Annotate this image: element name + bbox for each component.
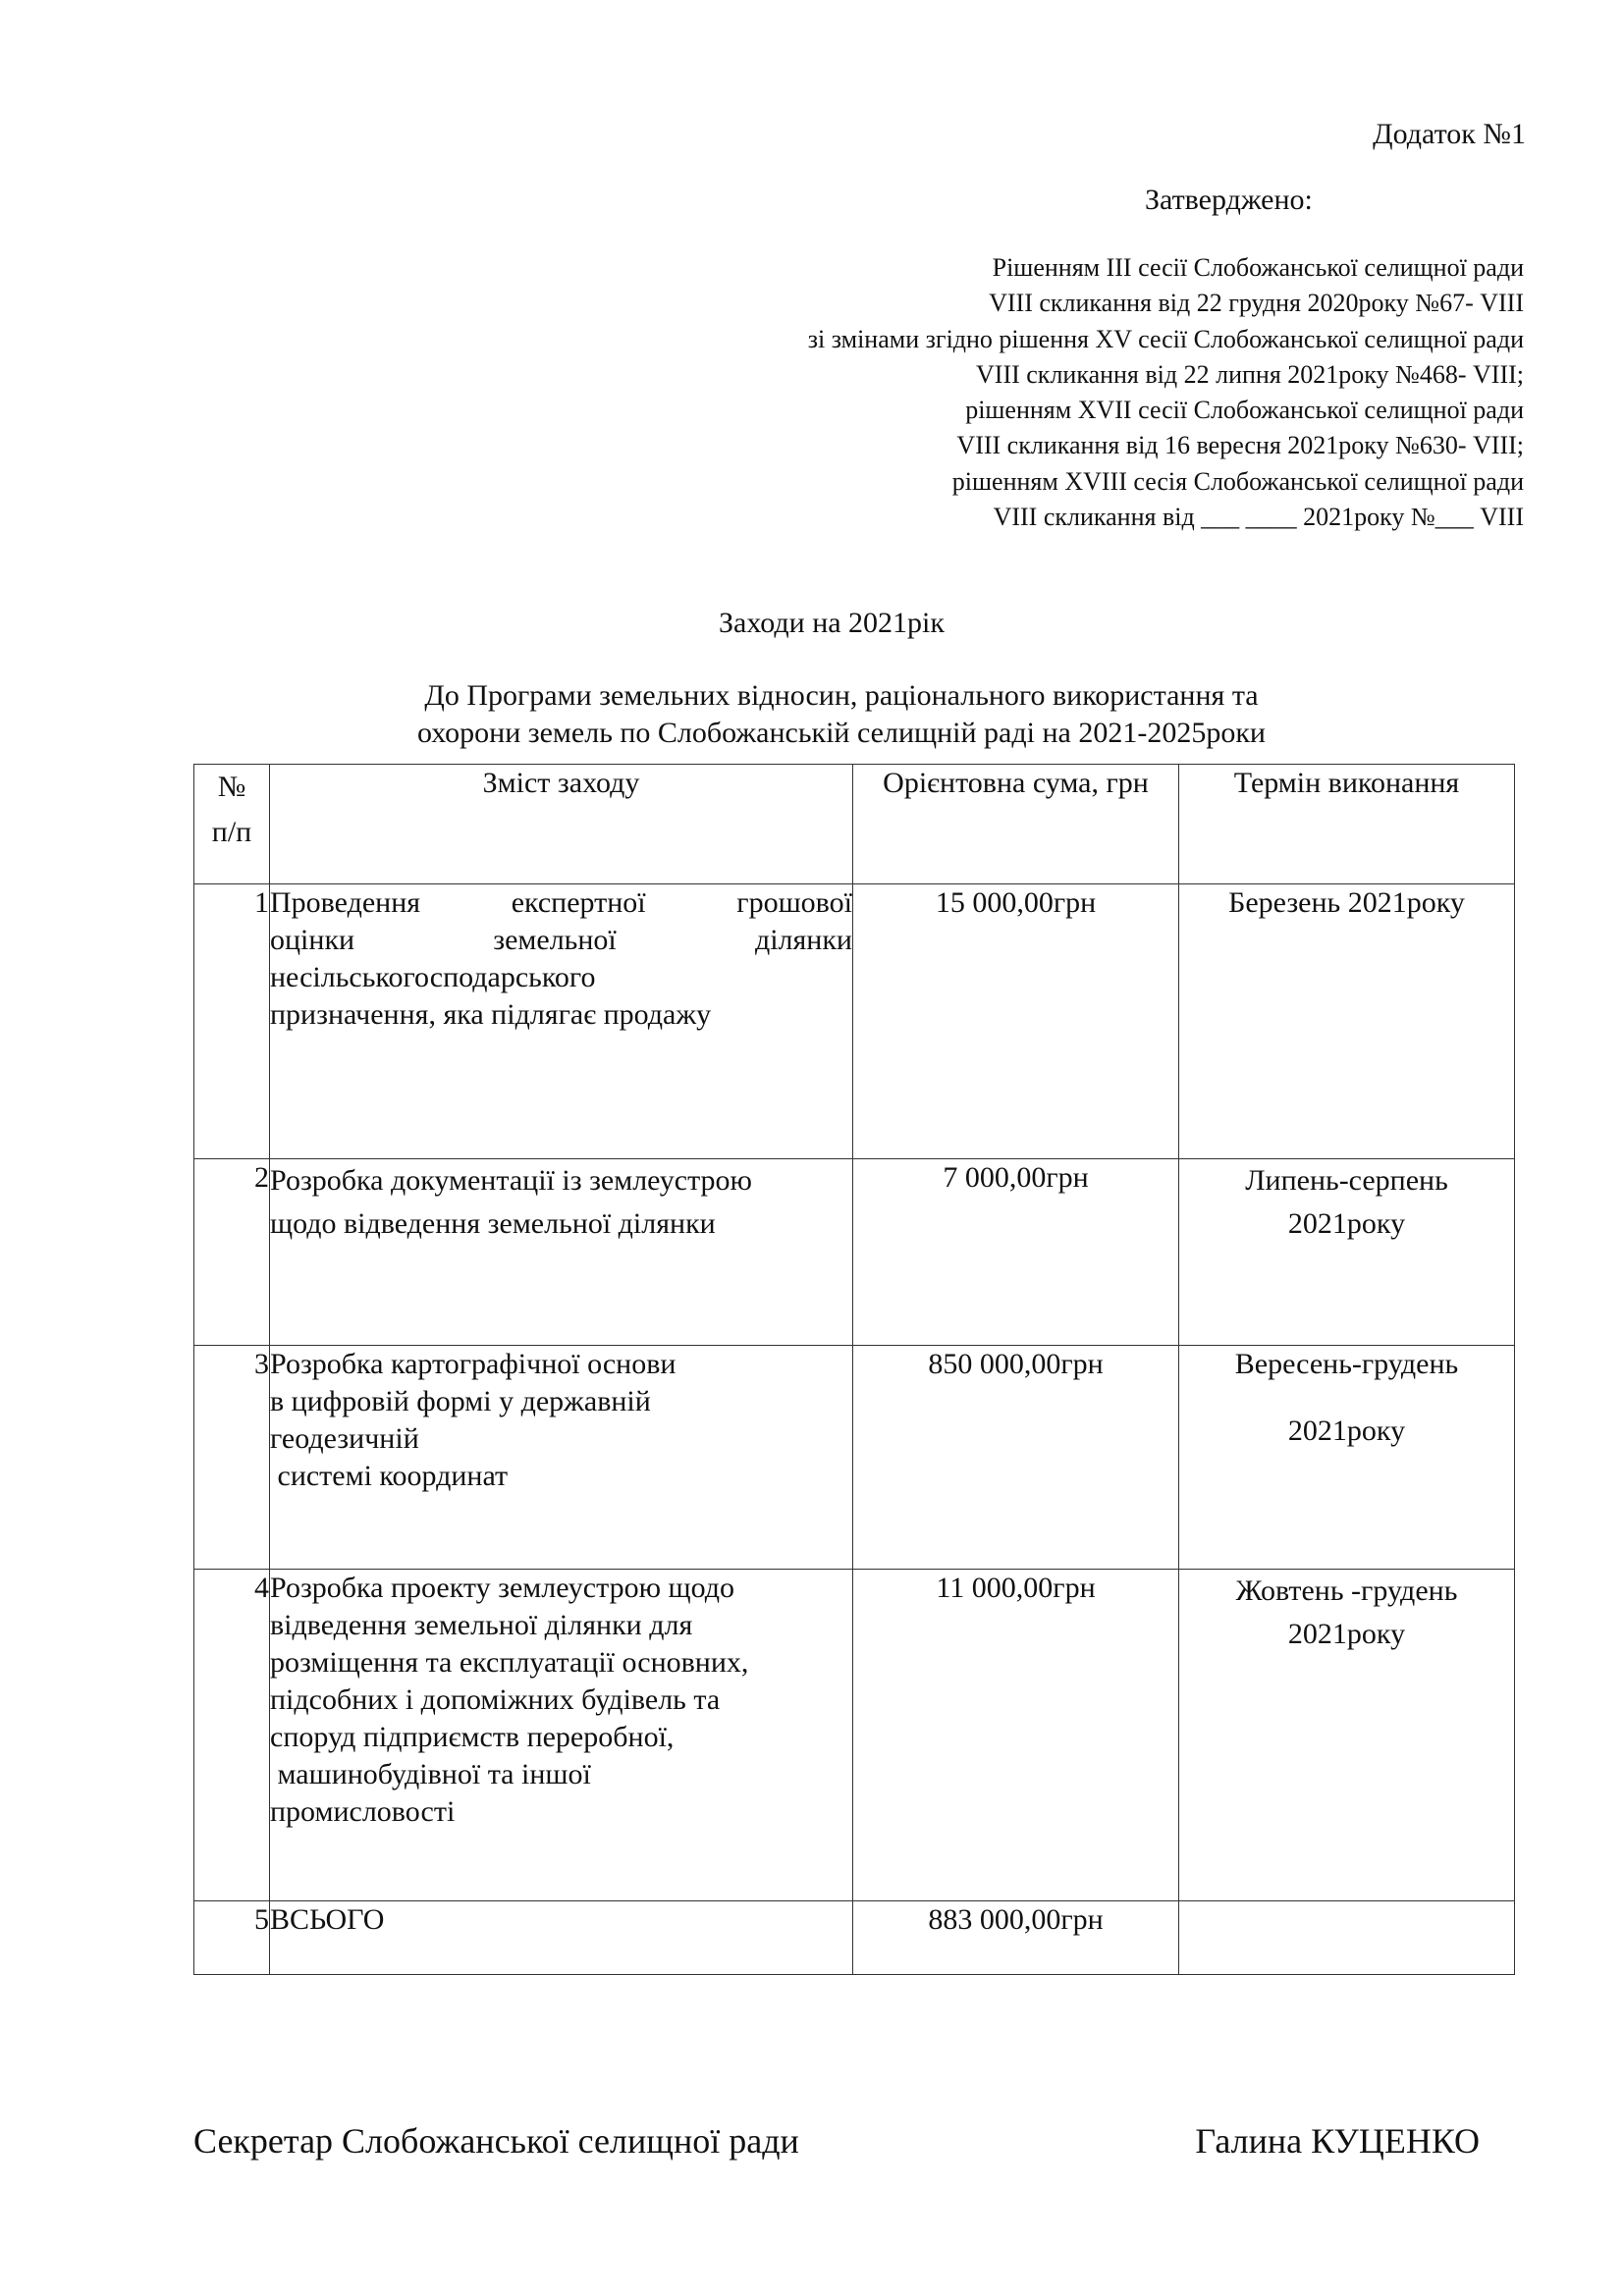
table-row (194, 884, 1515, 1159)
program-title-line: До Програми земельних відносин, раціонального використання та (424, 679, 1259, 712)
row-content (270, 1159, 853, 1346)
content-word: експертної (511, 886, 646, 919)
table-row (194, 1159, 1515, 1346)
term-line: Жовтень -грудень (1235, 1575, 1458, 1607)
signatory-position: Секретар Слобожанської селищної ради (193, 2121, 799, 2161)
content-word: грошової (736, 886, 852, 919)
table-row (194, 1346, 1515, 1570)
content-line: промисловості (270, 1795, 456, 1828)
row-sum: 7 000,00грн (853, 1159, 1179, 1346)
row-content (270, 884, 853, 1159)
term-line: Вересень-грудень (1234, 1348, 1459, 1380)
row-term (1179, 1159, 1515, 1346)
measures-title: Заходи на 2021рік (719, 607, 945, 639)
content-line: машинобудівної та іншої (270, 1758, 591, 1790)
header-sum: Орієнтовна сума, грн (853, 765, 1179, 884)
row-term (1179, 1901, 1515, 1975)
content-line-justified (270, 884, 852, 922)
row-sum: 15 000,00грн (853, 884, 1179, 1159)
content-line: в цифровій формі у державній (270, 1385, 651, 1417)
decree-line: VІІІ скликання від 22 липня 2021року №468- VIII; (976, 359, 1524, 389)
header-number-abbr: п/п (211, 816, 252, 848)
decree-line: VІІІ скликання від 16 вересня 2021року №630- VIII; (956, 431, 1524, 460)
row-content (270, 1570, 853, 1901)
content-word: Проведення (270, 886, 421, 919)
row-content (270, 1901, 853, 1975)
decree-references (640, 250, 1524, 535)
content-line: відведення земельної ділянки для (270, 1609, 693, 1641)
term-line: 2021року (1287, 1415, 1406, 1447)
row-term (1179, 884, 1515, 1159)
row-sum: 11 000,00грн (853, 1570, 1179, 1901)
approved-label: Затверджено: (1145, 184, 1313, 216)
decree-line: рішенням ХVІІ сесії Слобожанської селищної ради (965, 396, 1524, 425)
content-word: оцінки (270, 924, 355, 956)
header-content: Зміст заходу (270, 765, 853, 884)
decree-line: VІІІ скликання від 22 грудня 2020року №67- VIII (989, 289, 1524, 318)
header-number-sign: № (217, 771, 246, 803)
decree-line: VІІІ скликання від ___ ____ 2021року №___ VIII (993, 503, 1524, 532)
content-word: земельної (493, 924, 617, 956)
row-term (1179, 1346, 1515, 1570)
header-term: Термін виконання (1179, 765, 1515, 884)
content-line: Розробка картографічної основи (270, 1348, 677, 1380)
decree-line: рішенням ХVІІІ сесія Слобожанської селищної ради (951, 466, 1524, 496)
content-line: підсобних і допоміжних будівель та (270, 1683, 721, 1716)
content-line: несільськогосподарського (270, 961, 596, 993)
row-number: 1 (194, 884, 270, 1159)
program-title (0, 677, 1624, 752)
term-line: 2021року (1287, 1618, 1406, 1650)
table-row-total (194, 1901, 1515, 1975)
appendix-label: Додаток №1 (1373, 118, 1526, 150)
table-header-row (194, 765, 1515, 884)
content-line: геодезичній (270, 1422, 419, 1455)
program-title-line: охорони земель по Слобожанській селищній раді на 2021-2025роки (417, 717, 1266, 749)
row-number: 4 (194, 1570, 270, 1901)
signatory-name: Галина КУЦЕНКО (1195, 2121, 1480, 2161)
content-line: Розробка документації із землеустрою (270, 1164, 752, 1197)
content-line: ВСЬОГО (270, 1903, 385, 1936)
content-line: призначення, яка підлягає продажу (270, 998, 712, 1031)
content-line-justified (270, 922, 852, 959)
row-number: 3 (194, 1346, 270, 1570)
content-line: системі координат (270, 1460, 509, 1492)
decree-line: Рішенням ІІІ сесії Слобожанської селищної ради (992, 253, 1524, 282)
content-line: Розробка проекту землеустрою щодо (270, 1572, 735, 1604)
content-line: щодо відведення земельної ділянки (270, 1207, 716, 1240)
row-term (1179, 1570, 1515, 1901)
measures-table (193, 764, 1515, 1975)
row-number: 5 (194, 1901, 270, 1975)
content-line: споруд підприємств переробної, (270, 1721, 675, 1753)
row-sum: 883 000,00грн (853, 1901, 1179, 1975)
term-line: Липень-серпень (1245, 1164, 1448, 1197)
decree-line: зі змінами згідно рішення ХV сесії Слобожанської селищної ради (807, 324, 1524, 353)
row-sum: 850 000,00грн (853, 1346, 1179, 1570)
content-word: ділянки (754, 924, 852, 956)
row-number: 2 (194, 1159, 270, 1346)
content-line: розміщення та експлуатації основних, (270, 1646, 749, 1679)
term-line: Березень 2021року (1228, 886, 1465, 919)
table-row (194, 1570, 1515, 1901)
term-line: 2021року (1287, 1207, 1406, 1240)
header-number (194, 765, 270, 884)
row-content (270, 1346, 853, 1570)
